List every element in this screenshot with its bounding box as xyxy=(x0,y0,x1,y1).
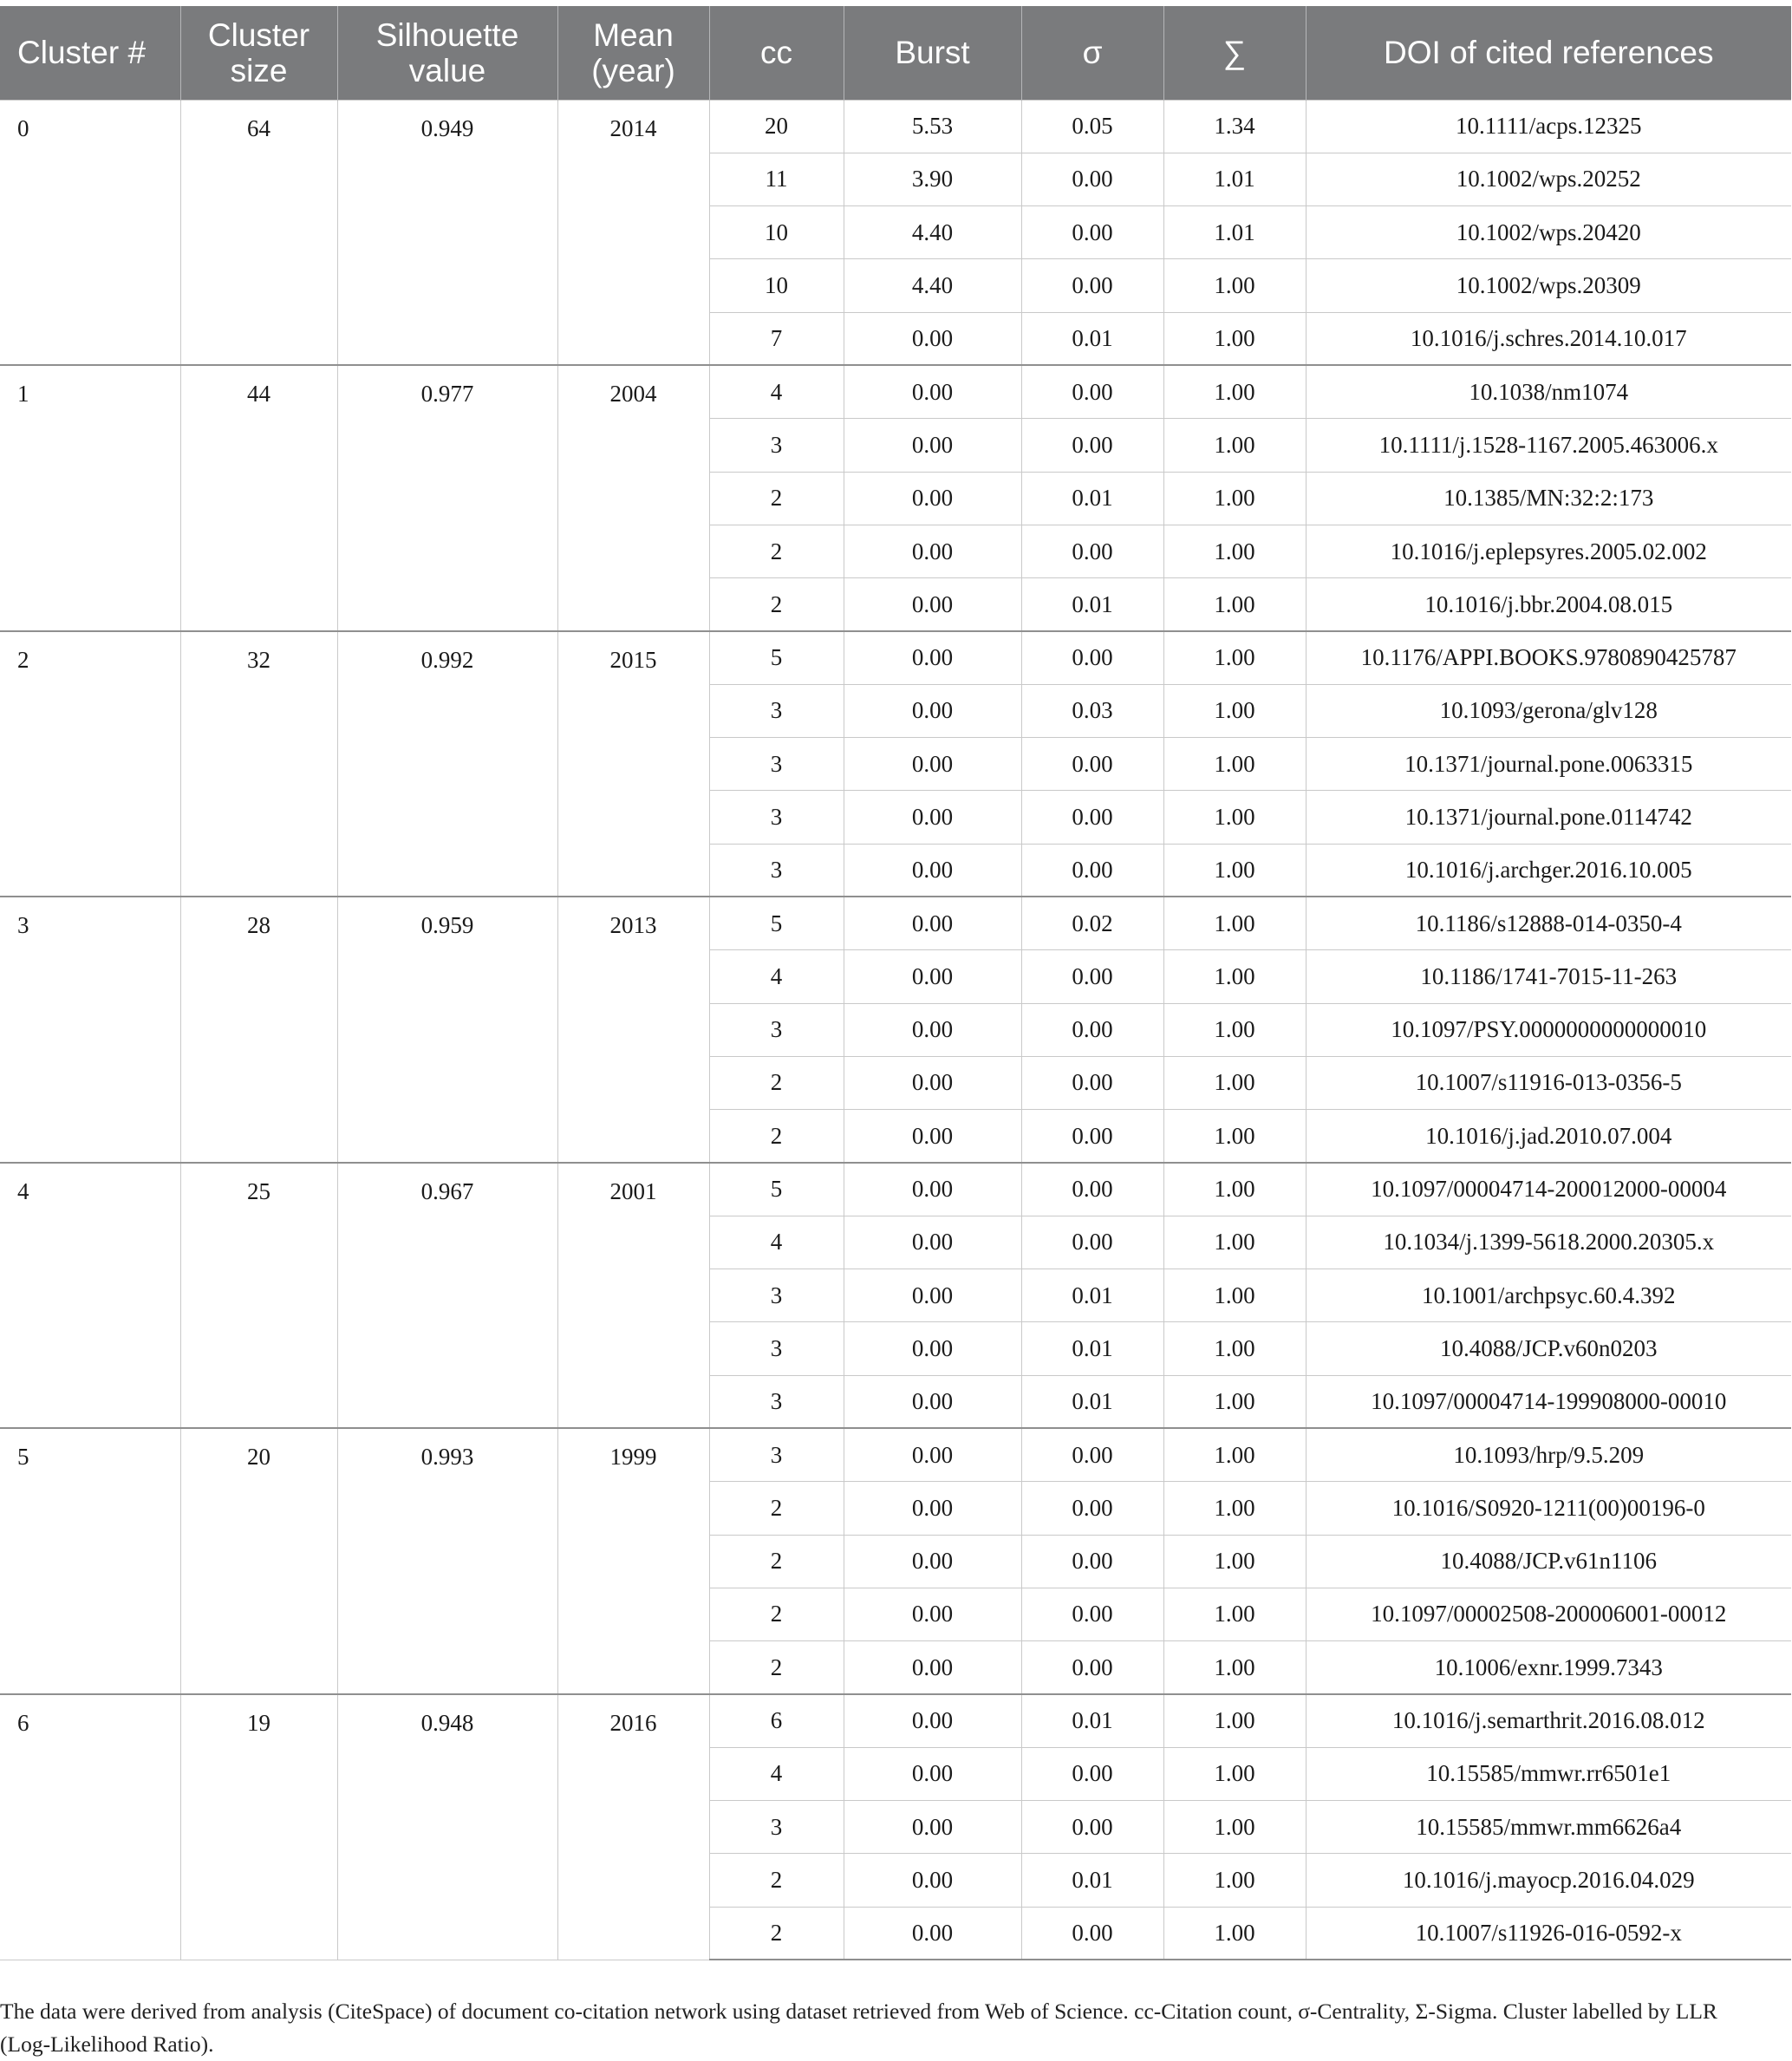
burst-cell: 0.00 xyxy=(844,1694,1021,1747)
mean-year-cell: 1999 xyxy=(557,1428,709,1693)
table-footnote: The data were derived from analysis (CiteSpace) of document co-citation network using dataset retrieved from Web of Science. cc-Citation count, σ-Centrality, Σ-Sigma. Cluster labelled by LLR (Log-Likelihood Ratio). xyxy=(0,1998,1717,2057)
burst-cell: 0.00 xyxy=(844,1110,1021,1163)
burst-cell: 0.00 xyxy=(844,1535,1021,1588)
burst-cell: 0.00 xyxy=(844,1641,1021,1694)
cluster-number-cell: 0 xyxy=(0,100,180,365)
centrality-cell: 0.00 xyxy=(1021,419,1163,472)
doi-cell: 10.1002/wps.20252 xyxy=(1306,153,1791,205)
citation-count-cell: 6 xyxy=(709,1694,844,1747)
citation-count-cell: 2 xyxy=(709,1482,844,1535)
burst-cell: 5.53 xyxy=(844,100,1021,153)
sigma-cell: 1.00 xyxy=(1163,1535,1306,1588)
centrality-cell: 0.00 xyxy=(1021,738,1163,791)
centrality-cell: 0.00 xyxy=(1021,153,1163,205)
doi-cell: 10.1016/j.mayocp.2016.04.029 xyxy=(1306,1854,1791,1907)
silhouette-cell: 0.949 xyxy=(337,100,557,365)
table-row xyxy=(0,631,1791,684)
centrality-cell: 0.00 xyxy=(1021,1907,1163,1960)
citation-count-cell: 3 xyxy=(709,844,844,897)
burst-cell: 3.90 xyxy=(844,153,1021,205)
doi-cell: 10.1016/j.schres.2014.10.017 xyxy=(1306,312,1791,365)
citation-count-cell: 3 xyxy=(709,684,844,737)
centrality-cell: 0.01 xyxy=(1021,1694,1163,1747)
cluster-size-cell: 20 xyxy=(180,1428,337,1693)
header-burst: Burst xyxy=(844,6,1021,100)
doi-cell: 10.4088/JCP.v60n0203 xyxy=(1306,1322,1791,1375)
doi-cell: 10.1186/1741-7015-11-263 xyxy=(1306,950,1791,1003)
centrality-cell: 0.00 xyxy=(1021,631,1163,684)
centrality-cell: 0.00 xyxy=(1021,206,1163,259)
sigma-cell: 1.34 xyxy=(1163,100,1306,153)
centrality-cell: 0.01 xyxy=(1021,472,1163,525)
sigma-cell: 1.00 xyxy=(1163,950,1306,1003)
header-row xyxy=(0,6,1791,100)
centrality-cell: 0.00 xyxy=(1021,950,1163,1003)
burst-cell: 0.00 xyxy=(844,738,1021,791)
burst-cell: 0.00 xyxy=(844,1216,1021,1269)
burst-cell: 0.00 xyxy=(844,1269,1021,1322)
sigma-cell: 1.00 xyxy=(1163,684,1306,737)
citation-count-cell: 3 xyxy=(709,1322,844,1375)
table-row xyxy=(0,897,1791,949)
sigma-cell: 1.00 xyxy=(1163,1216,1306,1269)
doi-cell: 10.1002/wps.20309 xyxy=(1306,259,1791,312)
cluster-size-cell: 44 xyxy=(180,365,337,630)
citation-count-cell: 4 xyxy=(709,950,844,1003)
centrality-cell: 0.01 xyxy=(1021,1375,1163,1428)
burst-cell: 0.00 xyxy=(844,1003,1021,1056)
citation-count-cell: 2 xyxy=(709,1535,844,1588)
burst-cell: 0.00 xyxy=(844,950,1021,1003)
sigma-cell: 1.00 xyxy=(1163,1003,1306,1056)
burst-cell: 0.00 xyxy=(844,1056,1021,1109)
centrality-cell: 0.00 xyxy=(1021,1163,1163,1216)
citation-count-cell: 2 xyxy=(709,578,844,631)
sigma-cell: 1.00 xyxy=(1163,578,1306,631)
burst-cell: 0.00 xyxy=(844,365,1021,418)
centrality-cell: 0.00 xyxy=(1021,1482,1163,1535)
citation-count-cell: 4 xyxy=(709,1747,844,1800)
citation-count-cell: 4 xyxy=(709,1216,844,1269)
sigma-cell: 1.00 xyxy=(1163,259,1306,312)
centrality-cell: 0.01 xyxy=(1021,1269,1163,1322)
burst-cell: 0.00 xyxy=(844,525,1021,577)
header-cluster-size: Cluster size xyxy=(180,6,337,100)
burst-cell: 0.00 xyxy=(844,1163,1021,1216)
mean-year-cell: 2001 xyxy=(557,1163,709,1428)
burst-cell: 0.00 xyxy=(844,1482,1021,1535)
sigma-cell: 1.00 xyxy=(1163,1056,1306,1109)
doi-cell: 10.1186/s12888-014-0350-4 xyxy=(1306,897,1791,949)
citation-count-cell: 10 xyxy=(709,259,844,312)
doi-cell: 10.1001/archpsyc.60.4.392 xyxy=(1306,1269,1791,1322)
sigma-cell: 1.00 xyxy=(1163,1482,1306,1535)
silhouette-cell: 0.948 xyxy=(337,1694,557,1960)
centrality-cell: 0.00 xyxy=(1021,1801,1163,1854)
citation-count-cell: 3 xyxy=(709,1428,844,1481)
citation-count-cell: 10 xyxy=(709,206,844,259)
citation-count-cell: 5 xyxy=(709,631,844,684)
doi-cell: 10.1016/j.archger.2016.10.005 xyxy=(1306,844,1791,897)
citation-count-cell: 2 xyxy=(709,1641,844,1694)
citation-count-cell: 5 xyxy=(709,897,844,949)
citation-count-cell: 2 xyxy=(709,525,844,577)
centrality-cell: 0.00 xyxy=(1021,1003,1163,1056)
centrality-cell: 0.00 xyxy=(1021,1428,1163,1481)
cluster-size-cell: 28 xyxy=(180,897,337,1162)
doi-cell: 10.1371/journal.pone.0114742 xyxy=(1306,791,1791,844)
burst-cell: 0.00 xyxy=(844,791,1021,844)
header-citation-count: cc xyxy=(709,6,844,100)
cluster-size-cell: 19 xyxy=(180,1694,337,1960)
sigma-cell: 1.00 xyxy=(1163,1641,1306,1694)
doi-cell: 10.1016/S0920-1211(00)00196-0 xyxy=(1306,1482,1791,1535)
burst-cell: 0.00 xyxy=(844,472,1021,525)
doi-cell: 10.1007/s11916-013-0356-5 xyxy=(1306,1056,1791,1109)
burst-cell: 0.00 xyxy=(844,1588,1021,1640)
table-row xyxy=(0,365,1791,418)
sigma-cell: 1.00 xyxy=(1163,738,1306,791)
sigma-cell: 1.00 xyxy=(1163,1588,1306,1640)
cluster-size-cell: 32 xyxy=(180,631,337,897)
header-sigma: ∑ xyxy=(1163,6,1306,100)
citation-count-cell: 3 xyxy=(709,791,844,844)
centrality-cell: 0.00 xyxy=(1021,844,1163,897)
citation-count-cell: 3 xyxy=(709,1375,844,1428)
doi-cell: 10.1093/hrp/9.5.209 xyxy=(1306,1428,1791,1481)
doi-cell: 10.1385/MN:32:2:173 xyxy=(1306,472,1791,525)
doi-cell: 10.1371/journal.pone.0063315 xyxy=(1306,738,1791,791)
header-mean-year: Mean (year) xyxy=(557,6,709,100)
table-row xyxy=(0,1163,1791,1216)
sigma-cell: 1.00 xyxy=(1163,897,1306,949)
citation-count-cell: 2 xyxy=(709,472,844,525)
sigma-cell: 1.01 xyxy=(1163,206,1306,259)
doi-cell: 10.1034/j.1399-5618.2000.20305.x xyxy=(1306,1216,1791,1269)
sigma-cell: 1.00 xyxy=(1163,1747,1306,1800)
sigma-cell: 1.00 xyxy=(1163,631,1306,684)
burst-cell: 0.00 xyxy=(844,312,1021,365)
burst-cell: 0.00 xyxy=(844,1428,1021,1481)
silhouette-cell: 0.993 xyxy=(337,1428,557,1693)
sigma-cell: 1.00 xyxy=(1163,1110,1306,1163)
centrality-cell: 0.00 xyxy=(1021,1747,1163,1800)
header-silhouette-value: Silhouette value xyxy=(337,6,557,100)
doi-cell: 10.1006/exnr.1999.7343 xyxy=(1306,1641,1791,1694)
doi-cell: 10.1176/APPI.BOOKS.9780890425787 xyxy=(1306,631,1791,684)
citation-count-cell: 2 xyxy=(709,1110,844,1163)
doi-cell: 10.1097/00004714-200012000-00004 xyxy=(1306,1163,1791,1216)
doi-cell: 10.1097/PSY.0000000000000010 xyxy=(1306,1003,1791,1056)
sigma-cell: 1.00 xyxy=(1163,791,1306,844)
citation-count-cell: 5 xyxy=(709,1163,844,1216)
centrality-cell: 0.00 xyxy=(1021,791,1163,844)
sigma-cell: 1.00 xyxy=(1163,1907,1306,1960)
burst-cell: 0.00 xyxy=(844,1747,1021,1800)
silhouette-cell: 0.959 xyxy=(337,897,557,1162)
centrality-cell: 0.01 xyxy=(1021,578,1163,631)
centrality-cell: 0.00 xyxy=(1021,1216,1163,1269)
centrality-cell: 0.00 xyxy=(1021,259,1163,312)
table-body xyxy=(0,100,1791,1960)
header-cluster-number: Cluster # xyxy=(0,6,180,100)
burst-cell: 0.00 xyxy=(844,684,1021,737)
citation-count-cell: 3 xyxy=(709,1269,844,1322)
doi-cell: 10.1007/s11926-016-0592-x xyxy=(1306,1907,1791,1960)
burst-cell: 0.00 xyxy=(844,1375,1021,1428)
sigma-cell: 1.00 xyxy=(1163,365,1306,418)
cluster-number-cell: 2 xyxy=(0,631,180,897)
cluster-number-cell: 4 xyxy=(0,1163,180,1428)
citation-count-cell: 2 xyxy=(709,1907,844,1960)
sigma-cell: 1.00 xyxy=(1163,312,1306,365)
cluster-number-cell: 3 xyxy=(0,897,180,1162)
citation-count-cell: 3 xyxy=(709,1801,844,1854)
sigma-cell: 1.00 xyxy=(1163,1801,1306,1854)
burst-cell: 0.00 xyxy=(844,631,1021,684)
silhouette-cell: 0.992 xyxy=(337,631,557,897)
burst-cell: 0.00 xyxy=(844,578,1021,631)
mean-year-cell: 2015 xyxy=(557,631,709,897)
doi-cell: 10.1002/wps.20420 xyxy=(1306,206,1791,259)
cluster-number-cell: 5 xyxy=(0,1428,180,1693)
burst-cell: 0.00 xyxy=(844,1801,1021,1854)
table-row xyxy=(0,1428,1791,1481)
sigma-cell: 1.00 xyxy=(1163,1694,1306,1747)
table-row xyxy=(0,100,1791,153)
centrality-cell: 0.05 xyxy=(1021,100,1163,153)
citation-count-cell: 11 xyxy=(709,153,844,205)
citation-count-cell: 2 xyxy=(709,1854,844,1907)
centrality-cell: 0.00 xyxy=(1021,1535,1163,1588)
doi-cell: 10.1016/j.semarthrit.2016.08.012 xyxy=(1306,1694,1791,1747)
centrality-cell: 0.00 xyxy=(1021,1056,1163,1109)
sigma-cell: 1.00 xyxy=(1163,1163,1306,1216)
burst-cell: 0.00 xyxy=(844,1322,1021,1375)
burst-cell: 4.40 xyxy=(844,206,1021,259)
silhouette-cell: 0.967 xyxy=(337,1163,557,1428)
doi-cell: 10.4088/JCP.v61n1106 xyxy=(1306,1535,1791,1588)
sigma-cell: 1.00 xyxy=(1163,525,1306,577)
sigma-cell: 1.00 xyxy=(1163,1375,1306,1428)
cluster-size-cell: 25 xyxy=(180,1163,337,1428)
doi-cell: 10.1111/acps.12325 xyxy=(1306,100,1791,153)
table-container xyxy=(0,6,1791,1960)
header-doi: DOI of cited references xyxy=(1306,6,1791,100)
doi-cell: 10.1038/nm1074 xyxy=(1306,365,1791,418)
centrality-cell: 0.01 xyxy=(1021,312,1163,365)
centrality-cell: 0.03 xyxy=(1021,684,1163,737)
doi-cell: 10.1016/j.eplepsyres.2005.02.002 xyxy=(1306,525,1791,577)
doi-cell: 10.1016/j.jad.2010.07.004 xyxy=(1306,1110,1791,1163)
cluster-number-cell: 1 xyxy=(0,365,180,630)
centrality-cell: 0.00 xyxy=(1021,1110,1163,1163)
table-header xyxy=(0,6,1791,100)
centrality-cell: 0.00 xyxy=(1021,525,1163,577)
silhouette-cell: 0.977 xyxy=(337,365,557,630)
cluster-number-cell: 6 xyxy=(0,1694,180,1960)
sigma-cell: 1.00 xyxy=(1163,1269,1306,1322)
sigma-cell: 1.00 xyxy=(1163,1322,1306,1375)
doi-cell: 10.1097/00004714-199908000-00010 xyxy=(1306,1375,1791,1428)
sigma-cell: 1.00 xyxy=(1163,1428,1306,1481)
doi-cell: 10.15585/mmwr.rr6501e1 xyxy=(1306,1747,1791,1800)
burst-cell: 0.00 xyxy=(844,1854,1021,1907)
centrality-cell: 0.01 xyxy=(1021,1322,1163,1375)
sigma-cell: 1.00 xyxy=(1163,472,1306,525)
cocitation-cluster-table xyxy=(0,6,1791,1960)
citation-count-cell: 3 xyxy=(709,1003,844,1056)
centrality-cell: 0.01 xyxy=(1021,1854,1163,1907)
doi-cell: 10.1111/j.1528-1167.2005.463006.x xyxy=(1306,419,1791,472)
doi-cell: 10.1016/j.bbr.2004.08.015 xyxy=(1306,578,1791,631)
citation-count-cell: 20 xyxy=(709,100,844,153)
citation-count-cell: 7 xyxy=(709,312,844,365)
mean-year-cell: 2016 xyxy=(557,1694,709,1960)
mean-year-cell: 2004 xyxy=(557,365,709,630)
table-row xyxy=(0,1694,1791,1747)
mean-year-cell: 2014 xyxy=(557,100,709,365)
burst-cell: 0.00 xyxy=(844,897,1021,949)
header-centrality: σ xyxy=(1021,6,1163,100)
cluster-size-cell: 64 xyxy=(180,100,337,365)
sigma-cell: 1.00 xyxy=(1163,1854,1306,1907)
citation-count-cell: 2 xyxy=(709,1056,844,1109)
centrality-cell: 0.02 xyxy=(1021,897,1163,949)
citation-count-cell: 2 xyxy=(709,1588,844,1640)
burst-cell: 0.00 xyxy=(844,844,1021,897)
citation-count-cell: 3 xyxy=(709,419,844,472)
burst-cell: 0.00 xyxy=(844,1907,1021,1960)
sigma-cell: 1.00 xyxy=(1163,419,1306,472)
citation-count-cell: 4 xyxy=(709,365,844,418)
citation-count-cell: 3 xyxy=(709,738,844,791)
centrality-cell: 0.00 xyxy=(1021,1588,1163,1640)
doi-cell: 10.1097/00002508-200006001-00012 xyxy=(1306,1588,1791,1640)
centrality-cell: 0.00 xyxy=(1021,365,1163,418)
doi-cell: 10.1093/gerona/glv128 xyxy=(1306,684,1791,737)
burst-cell: 4.40 xyxy=(844,259,1021,312)
centrality-cell: 0.00 xyxy=(1021,1641,1163,1694)
sigma-cell: 1.01 xyxy=(1163,153,1306,205)
doi-cell: 10.15585/mmwr.mm6626a4 xyxy=(1306,1801,1791,1854)
burst-cell: 0.00 xyxy=(844,419,1021,472)
mean-year-cell: 2013 xyxy=(557,897,709,1162)
sigma-cell: 1.00 xyxy=(1163,844,1306,897)
